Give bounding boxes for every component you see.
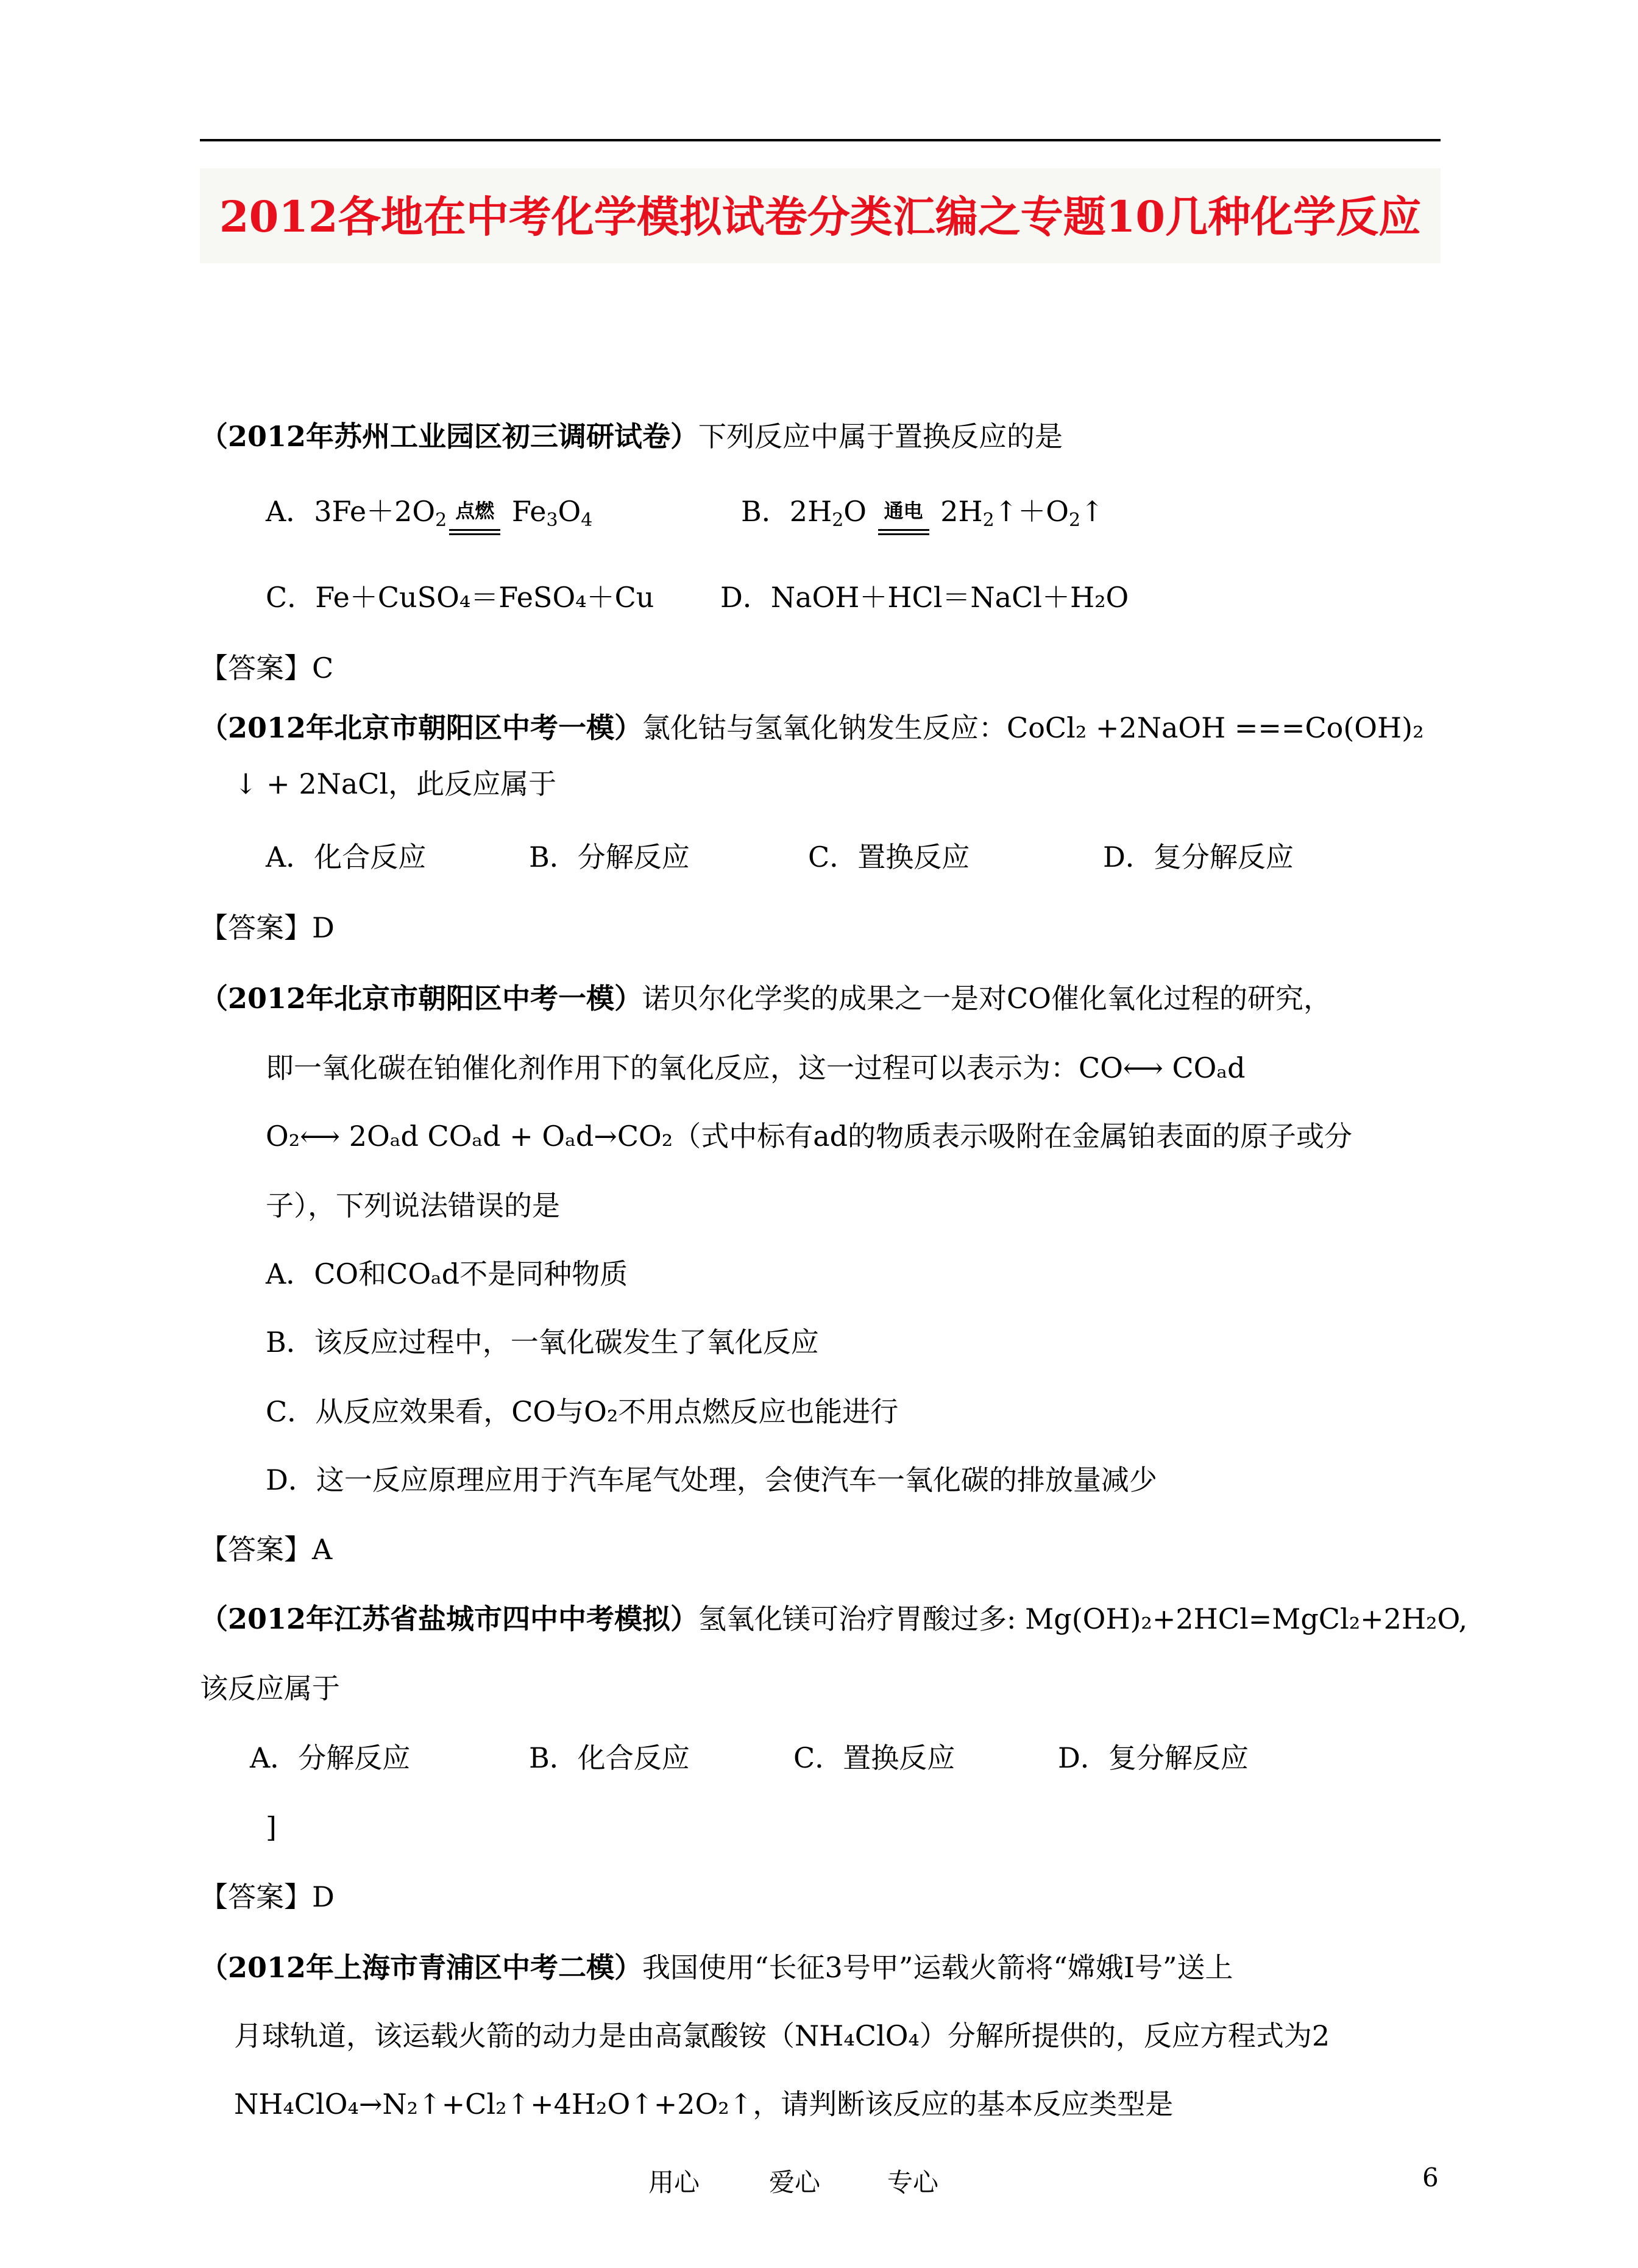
q1-stem-text: 下列反应中属于置换反应的是 (698, 420, 1063, 453)
q2-option-d: D．复分解反应 (1103, 841, 1294, 873)
document-title: 2012各地在中考化学模拟试卷分类汇编之专题10几种化学反应 (219, 191, 1422, 242)
q1-option-d: D．NaOH＋HCl＝NaCl＋H₂O (720, 581, 1129, 614)
q4-answer: 【答案】D (200, 1880, 335, 1913)
q3-option-d: D．这一反应原理应用于汽车尾气处理，会使汽车一氧化碳的排放量减少 (266, 1463, 1157, 1496)
q3-stem-line1: （2012年北京市朝阳区中考一模）诺贝尔化学奖的成果之一是对CO催化氧化过程的研究， (200, 982, 1331, 1015)
q4-stem-line1: （2012年江苏省盐城市四中中考模拟）氢氧化镁可治疗胃酸过多: Mg(OH)₂+2HCl=MgCl₂+2H₂O, (200, 1602, 1468, 1635)
q4-option-d: D．复分解反应 (1058, 1741, 1249, 1774)
q4-bracket: ] (266, 1811, 277, 1844)
q4-source: （2012年江苏省盐城市四中中考模拟） (200, 1602, 699, 1635)
q2-answer: 【答案】D (200, 911, 335, 944)
page-number: 6 (1422, 2163, 1439, 2192)
q3-option-c: C．从反应效果看，CO与O₂不用点燃反应也能进行 (266, 1395, 899, 1428)
q3-option-a: A．CO和COₐd不是同种物质 (266, 1257, 628, 1290)
q2-stem-line1: （2012年北京市朝阳区中考一模）氯化钴与氢氧化钠发生反应：CoCl₂ +2NaOH ===Co(OH)₂ (200, 711, 1424, 744)
q3-stem-line3: O₂⟷ 2Oₐd COₐd + Oₐd→CO₂（式中标有ad的物质表示吸附在金属铂表面的原子或分 (266, 1120, 1353, 1153)
q3-answer: 【答案】A (200, 1533, 333, 1566)
q1-source: （2012年苏州工业园区初三调研试卷） (200, 420, 699, 453)
q2-option-a: A．化合反应 (266, 841, 427, 873)
q1-option-b: B．$2H_2O$ 通电 $2H_2↑+O_2↑$ (741, 495, 1104, 531)
q2-source: （2012年北京市朝阳区中考一模） (200, 711, 643, 744)
q1-option-c: C．Fe＋CuSO₄＝FeSO₄＋Cu (266, 581, 654, 614)
footer-middle: 爱心 (769, 2167, 821, 2197)
q1-stem (200, 419, 1063, 453)
q1-a-condition: 点燃 (447, 494, 503, 528)
q2-option-c: C．置换反应 (808, 841, 970, 873)
q3-source: （2012年北京市朝阳区中考一模） (200, 982, 643, 1015)
q5-stem-line2: 月球轨道，该运载火箭的动力是由高氯酸铵（NH₄ClO₄）分解所提供的，反应方程式为2 (234, 2019, 1330, 2052)
q5-stem-line3: NH₄ClO₄→N₂↑+Cl₂↑+4H₂O↑+2O₂↑，请判断该反应的基本反应类型是 (234, 2088, 1174, 2120)
footer-right: 专心 (887, 2167, 939, 2197)
q5-stem-line1: （2012年上海市青浦区中考二模）我国使用“长征3号甲”运载火箭将“嫦娥Ⅰ号”送上 (200, 1951, 1233, 1984)
q2-option-b: B．分解反应 (529, 841, 690, 873)
q4-stem-line2: 该反应属于 (200, 1672, 340, 1705)
q3-stem-line4: 子），下列说法错误的是 (266, 1189, 560, 1222)
q1-b-condition: 通电 (876, 494, 932, 528)
q5-source: （2012年上海市青浦区中考二模） (200, 1951, 643, 1984)
q4-option-c: C．置换反应 (793, 1741, 956, 1774)
q1-option-a: A．$3Fe+2O_2$ 点燃 $Fe_3O_4$ (266, 495, 593, 531)
q3-option-b: B．该反应过程中，一氧化碳发生了氧化反应 (266, 1326, 819, 1359)
q4-option-a: A．分解反应 (250, 1741, 411, 1774)
q1-answer: 【答案】C (200, 652, 334, 684)
q4-option-b: B．化合反应 (529, 1741, 690, 1774)
q2-stem-line2: ↓ + 2NaCl，此反应属于 (234, 767, 557, 800)
header-rule (200, 139, 1441, 141)
q3-stem-line2: 即一氧化碳在铂催化剂作用下的氧化反应，这一过程可以表示为：CO⟷ COₐd (266, 1051, 1246, 1084)
footer-left: 用心 (648, 2167, 700, 2197)
